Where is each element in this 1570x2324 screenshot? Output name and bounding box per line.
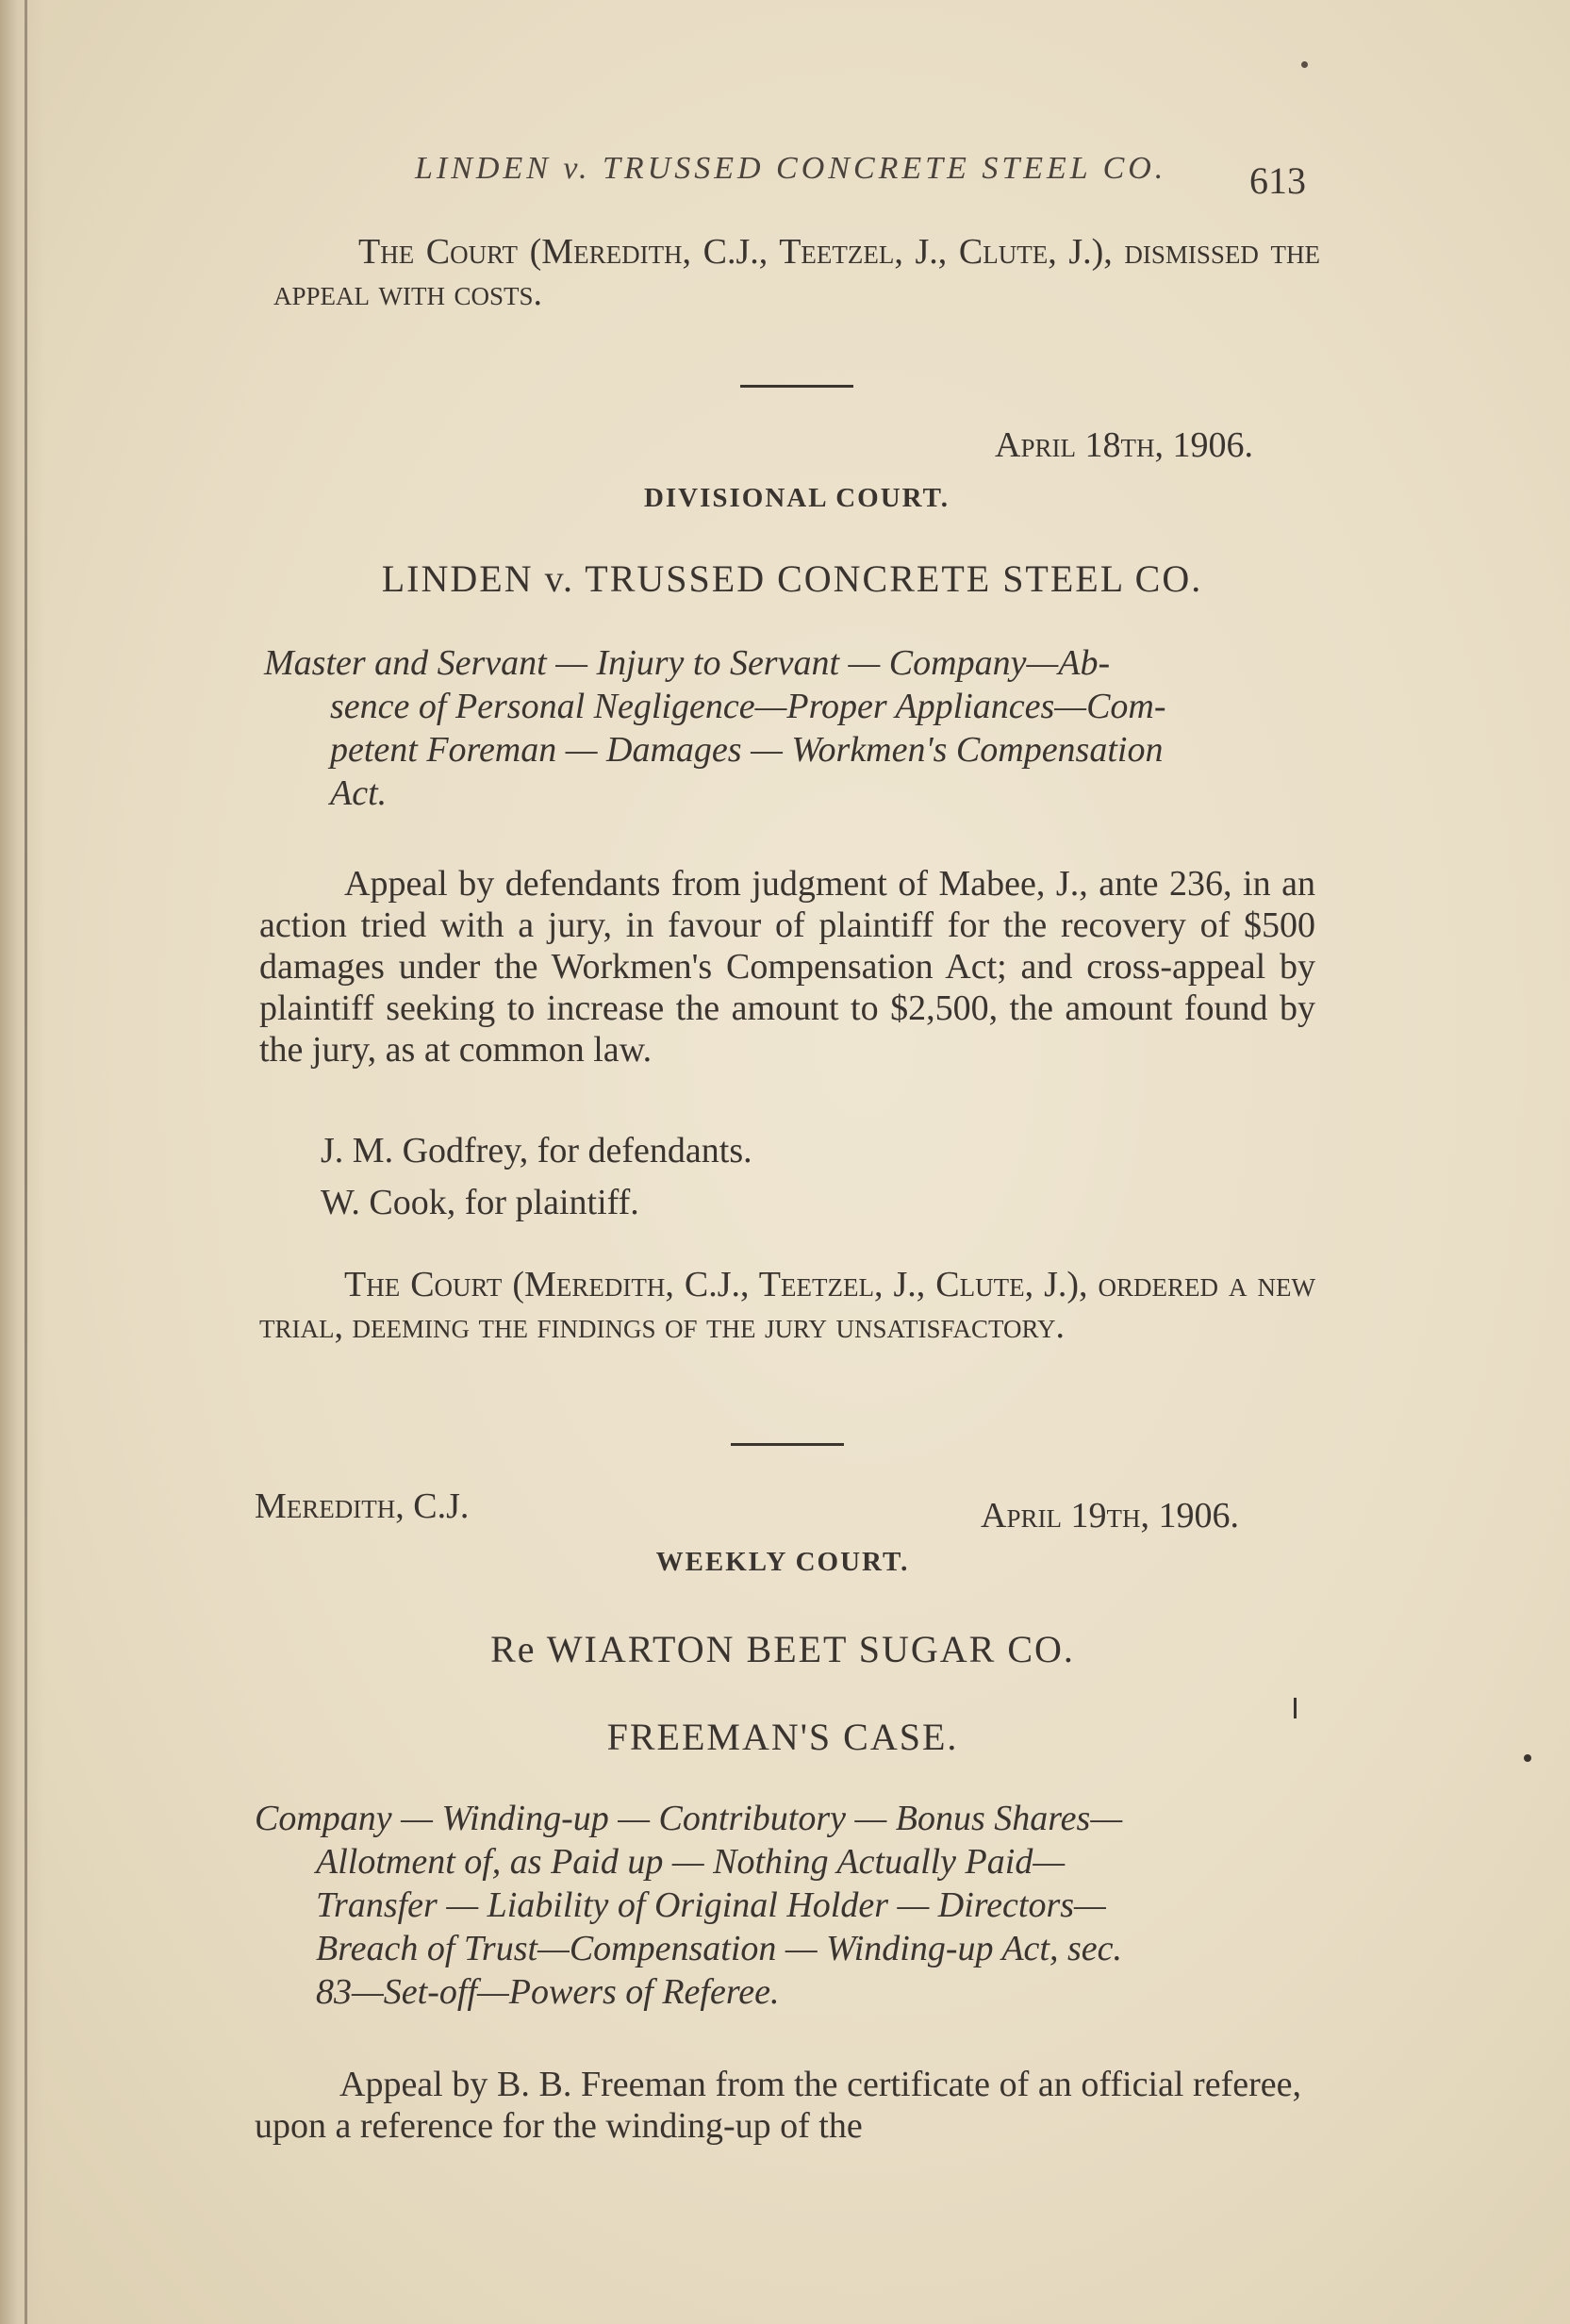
ink-mark [1294,1698,1297,1718]
page-number: 613 [1249,159,1306,202]
case2-headnote [255,1797,1330,2014]
case1-court-label: DIVISIONAL COURT. [643,483,950,513]
running-head: LINDEN v. TRUSSED CONCRETE STEEL CO. [415,151,1167,186]
case2-subtitle: FREEMAN'S CASE. [606,1716,959,1758]
page-binding-edge [25,0,27,2324]
case1-title: LINDEN v. TRUSSED CONCRETE STEEL CO. [381,557,1203,600]
case1-counsel-defendants: J. M. Godfrey, for defendants. [321,1131,752,1170]
case2-title: Re WIARTON BEET SUGAR CO. [490,1628,1075,1670]
section-rule-1 [740,385,853,388]
headnote-line: Breach of Trust—Compensation — Winding-up Act, sec. [316,1929,1122,1968]
case1-counsel-plaintiff: W. Cook, for plaintiff. [321,1183,639,1222]
ink-speck [1301,61,1308,68]
ink-speck [1524,1754,1531,1762]
case1-appeal-paragraph: Appeal by defendants from judgment of Mabee, J., ante 236, in an action tried with a jury, in favour of plaintiff for the recovery of $500 damages under the Workmen's Compensation Act; and cross-appeal by plaintiff seeking to increase the amount to $2,500, the amount found by the jury, as at common law. [259,864,1315,1070]
case2-court-label: WEEKLY COURT. [655,1547,910,1577]
case1-date: April 18th, 1906. [995,425,1253,465]
headnote-line: Company — Winding-up — Contributory — Bonus Shares— [255,1799,1123,1838]
case1-result-paragraph: The Court (Meredith, C.J., Teetzel, J., Clute, J.), ordered a new trial, deeming the findings of the jury unsatisfactory. [259,1265,1315,1346]
headnote-line: petent Foreman — Damages — Workmen's Compensation [330,730,1164,770]
headnote-line: Transfer — Liability of Original Holder — Directors— [316,1885,1106,1925]
headnote-line: Allotment of, as Paid up — Nothing Actually Paid— [316,1842,1066,1882]
case2-date: April 19th, 1906. [981,1496,1239,1536]
section-rule-2 [731,1443,844,1446]
case2-judge: Meredith, C.J. [255,1486,470,1526]
case1-headnote [264,641,1330,815]
case2-appeal-paragraph: Appeal by B. B. Freeman from the certificate of an official referee, upon a reference for the winding-up of the [255,2065,1301,2146]
headnote-line: Act. [330,773,388,813]
opening-paragraph: The Court (Meredith, C.J., Teetzel, J., Clute, J.), dismissed the appeal with costs. [273,232,1320,313]
headnote-line: 83—Set-off—Powers of Referee. [316,1972,780,2012]
headnote-line: Master and Servant — Injury to Servant — Company—Ab- [264,643,1111,683]
page-binding-shadow [0,0,45,2324]
headnote-line: sence of Personal Negligence—Proper Appliances—Com- [330,687,1166,726]
